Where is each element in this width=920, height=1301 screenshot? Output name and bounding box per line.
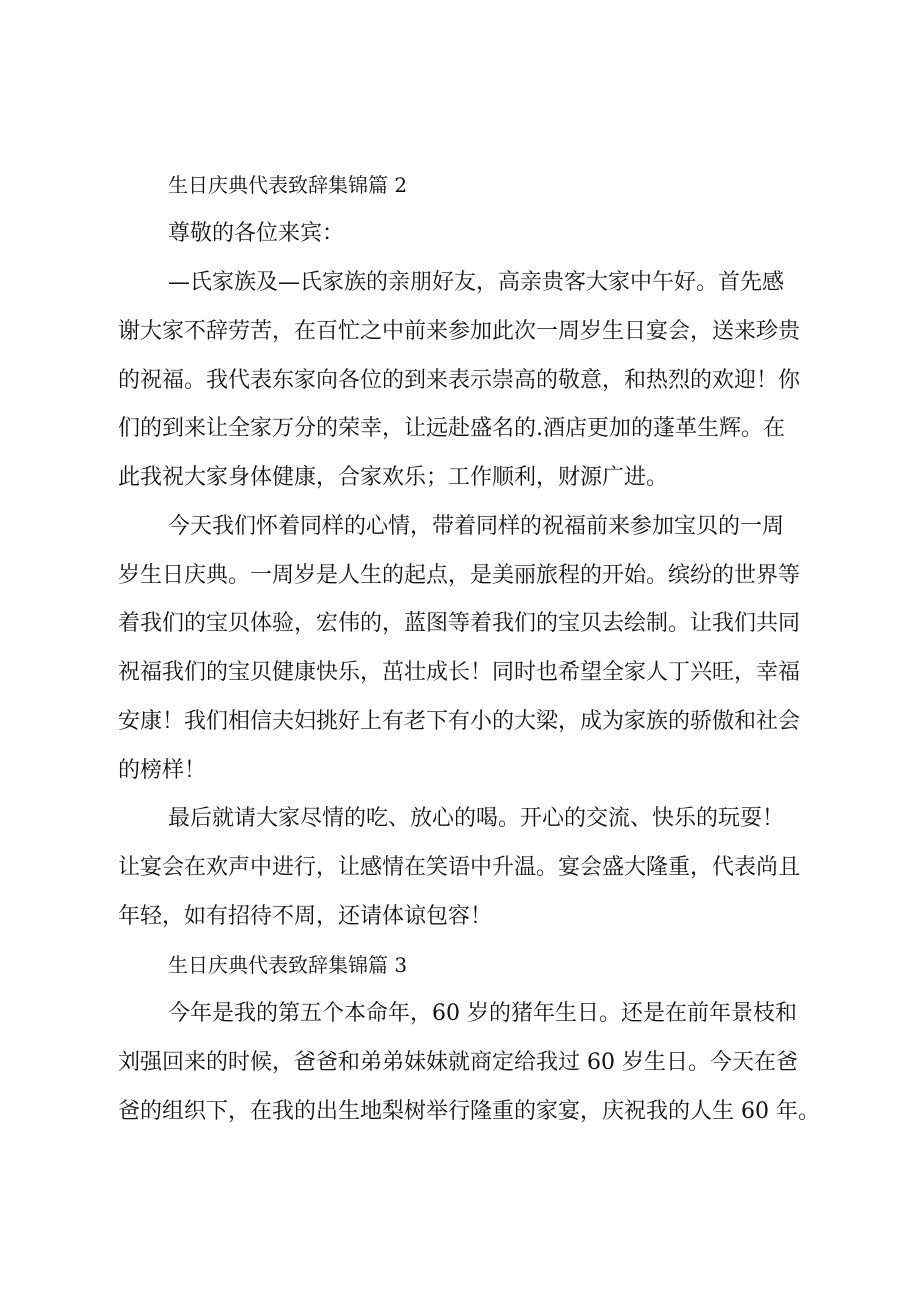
paragraph-2-line-4: 祝福我们的宝贝健康快乐，茁壮成长！同时也希望全家人丁兴旺，幸福: [118, 660, 801, 685]
paragraph-1-line-4: 们的到来让全家万分的荣幸，让远赴盛名的.酒店更加的蓬革生辉。在: [118, 416, 785, 441]
paragraph-4-line-3: 爸的组织下，在我的出生地梨树举行隆重的家宴，庆祝我的人生 60 年。: [118, 1099, 820, 1124]
section-heading-2: 生日庆典代表致辞集锦篇 2: [168, 173, 408, 197]
paragraph-3-line-3: 年轻，如有招待不周，还请体谅包容！: [118, 904, 493, 929]
paragraph-2-line-5: 安康！我们相信夫妇挑好上有老下有小的大梁，成为家族的骄傲和社会: [118, 709, 801, 734]
paragraph-2-line-6: 的榜样！: [118, 758, 207, 783]
paragraph-4-line-1: 今年是我的第五个本命年，60 岁的猪年生日。还是在前年景枝和: [168, 1001, 797, 1026]
paragraph-2-line-1: 今天我们怀着同样的心情，带着同样的祝福前来参加宝贝的一周: [168, 514, 785, 539]
paragraph-1-line-5: 此我祝大家身体健康，合家欢乐；工作顺利，财源广进。: [118, 465, 669, 490]
paragraph-1-line-3: 的祝福。我代表东家向各位的到来表示崇高的敬意，和热烈的欢迎！你: [118, 368, 801, 393]
paragraph-2-line-2: 岁生日庆典。一周岁是人生的起点，是美丽旅程的开始。缤纷的世界等: [118, 563, 801, 588]
paragraph-3-line-2: 让宴会在欢声中进行，让感情在笑语中升温。宴会盛大隆重，代表尚且: [118, 855, 801, 880]
paragraph-4-line-2: 刘强回来的时候，爸爸和弟弟妹妹就商定给我过 60 岁生日。今天在爸: [118, 1050, 798, 1075]
paragraph-1-line-1: —氏家族及—氏家族的亲朋好友，高亲贵客大家中午好。首先感: [168, 270, 785, 295]
section-heading-3: 生日庆典代表致辞集锦篇 3: [168, 953, 408, 977]
paragraph-3-line-1: 最后就请大家尽情的吃、放心的喝。开心的交流、快乐的玩耍！: [168, 806, 785, 831]
paragraph-1-line-2: 谢大家不辞劳苦，在百忙之中前来参加此次一周岁生日宴会，送来珍贵: [118, 319, 801, 344]
paragraph-2-line-3: 着我们的宝贝体验，宏伟的，蓝图等着我们的宝贝去绘制。让我们共同: [118, 611, 801, 636]
salutation: 尊敬的各位来宾：: [168, 221, 345, 246]
